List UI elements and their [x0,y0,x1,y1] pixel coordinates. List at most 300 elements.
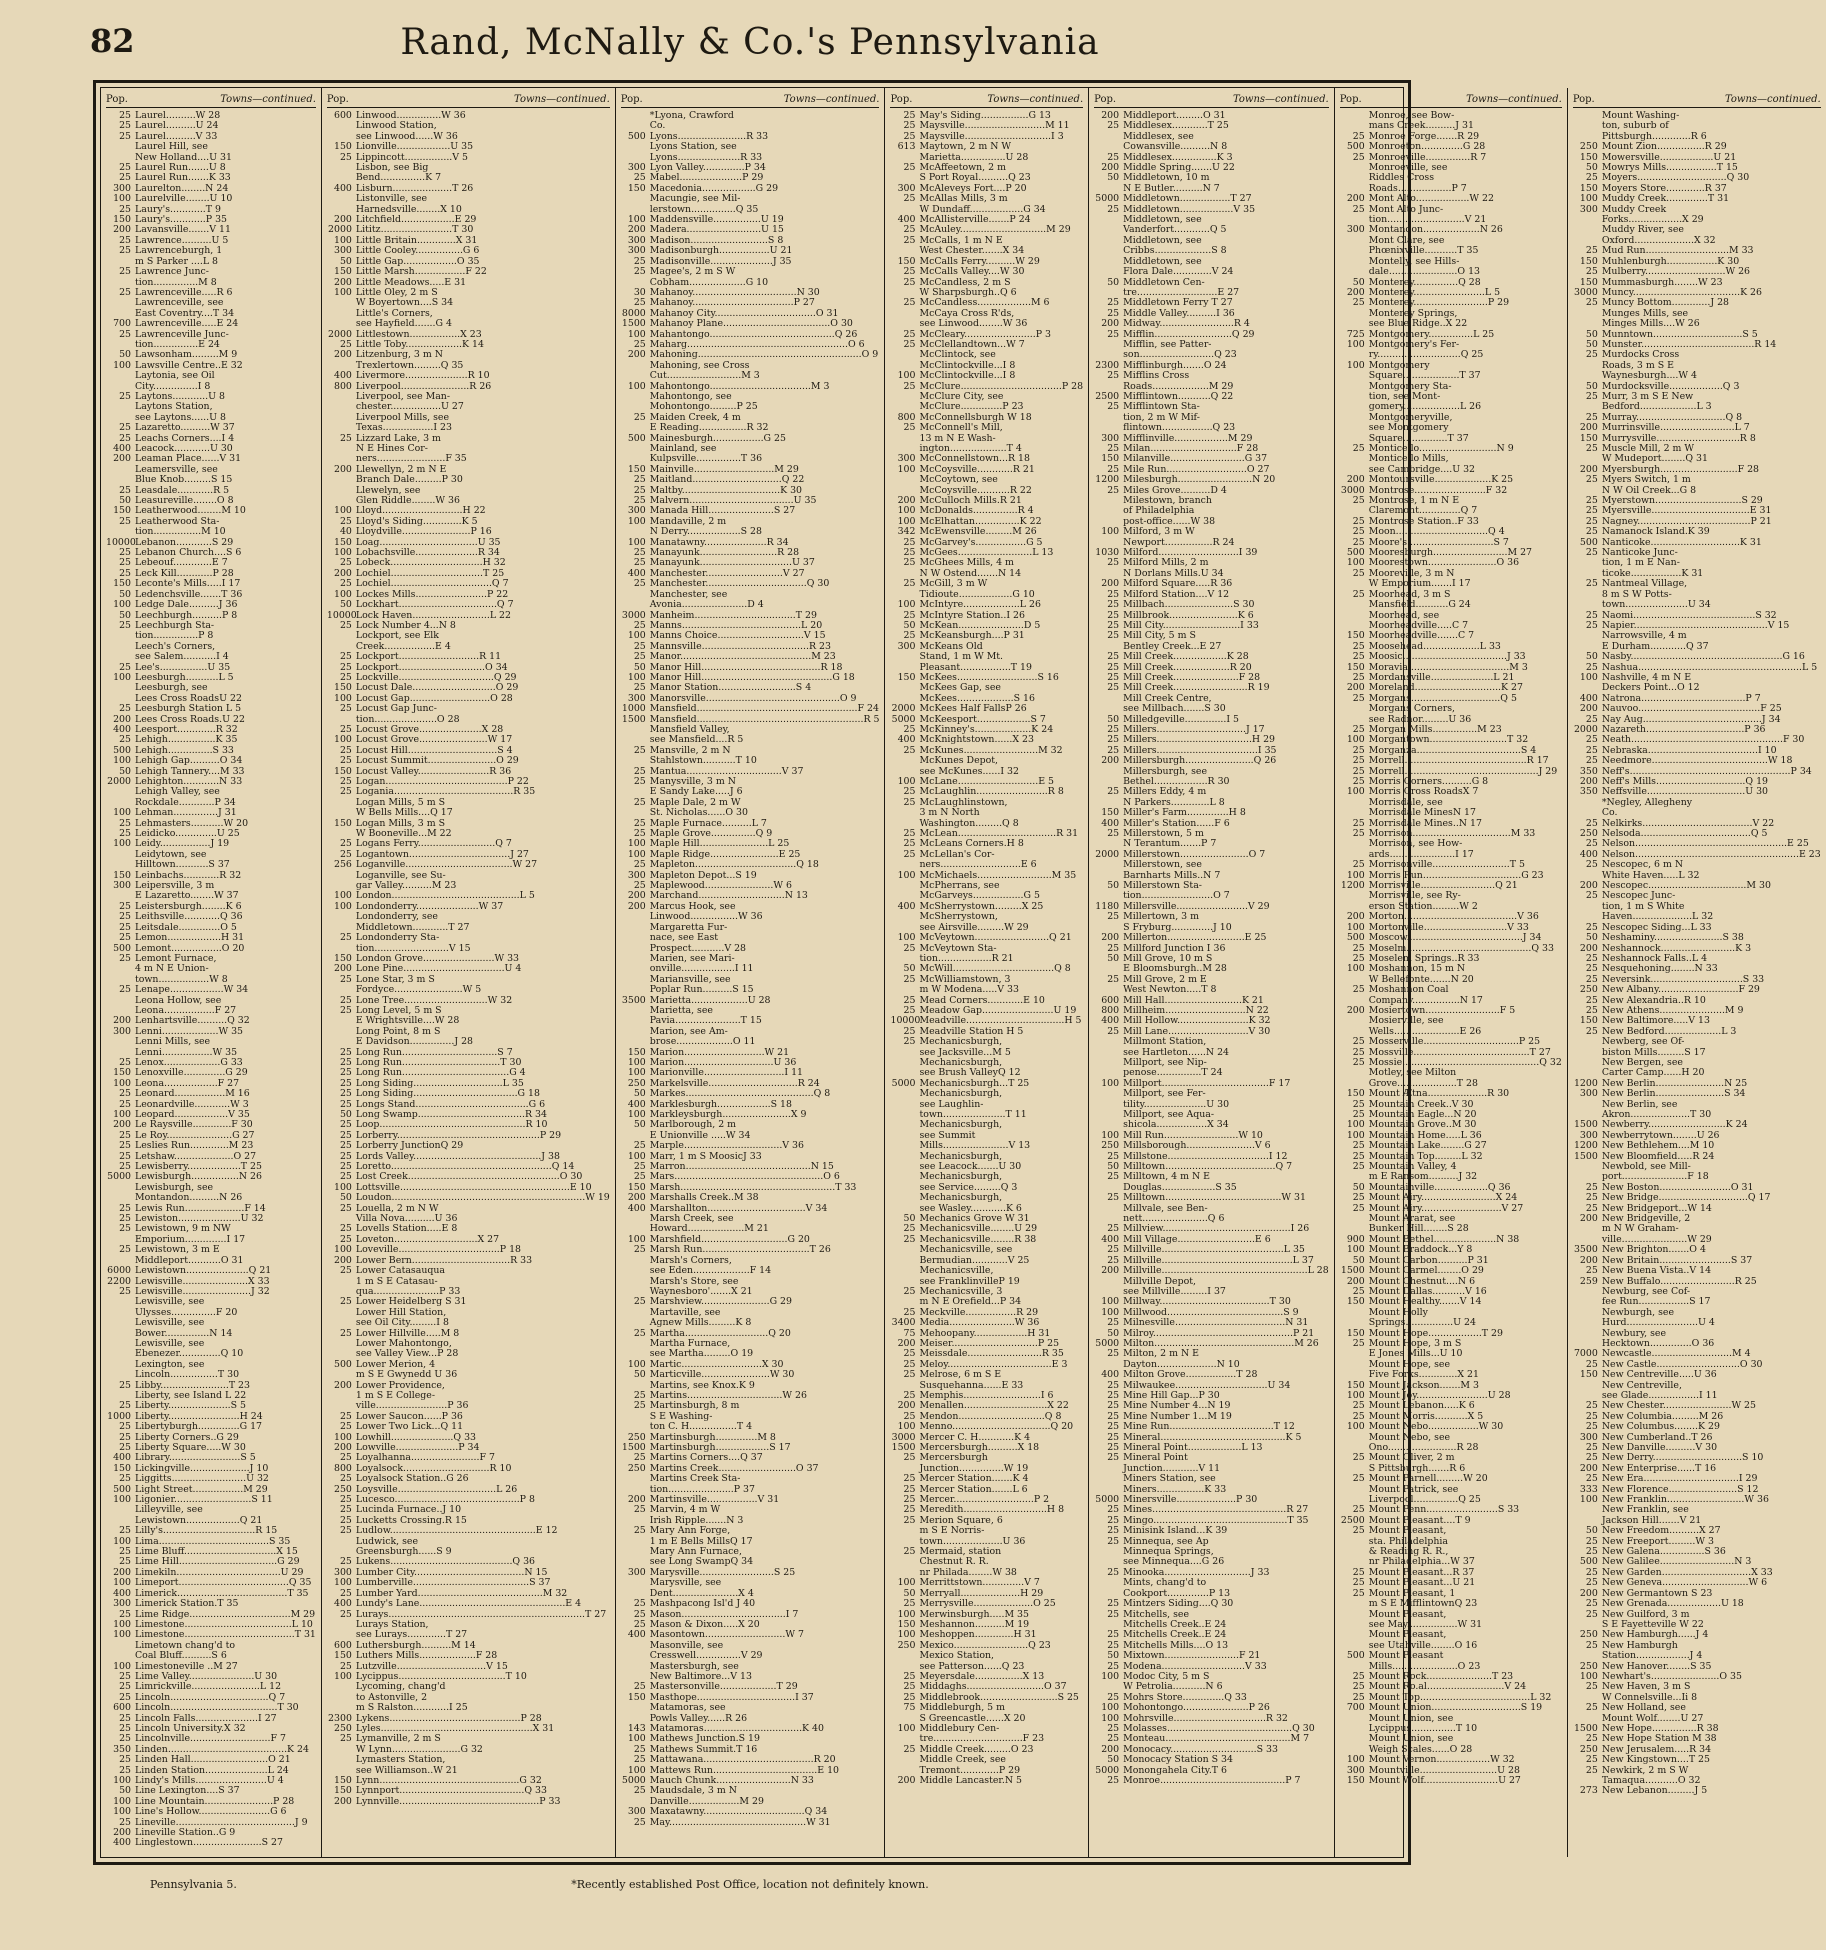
town-name: Merryall....................H 29 [919,1587,1044,1599]
town-name: Stand, 1 m W Mt. [919,651,1004,663]
town-name: Lemont.................O 20 [135,942,245,954]
population-value: 50 [1585,162,1598,174]
population-value [621,1703,650,1713]
town-name: tion................M 10 [135,526,226,538]
population-value [1340,891,1369,901]
town-name: Middletown Ferry T 27 [1123,297,1233,309]
population-value [1094,1058,1123,1068]
population-value: 25 [1585,838,1598,850]
town-name: Mine Hill Gap...P 30 [1123,1389,1220,1401]
population-value: 25 [903,723,916,735]
town-name: Maple Ridge.......................E 25 [649,848,801,860]
town-name: Milwaukee...............................U 34 [1123,1379,1291,1391]
town-name: Liverpool Mills, see [355,411,449,423]
population-value [1094,1048,1123,1058]
population-value: 500 [627,130,646,142]
town-name: Mile Run...........................O 27 [1123,463,1270,475]
population-value: 25 [339,1129,352,1141]
column-1 [101,88,322,1857]
population-value [1340,1214,1369,1224]
column-body [1340,111,1562,1786]
population-value: 25 [633,557,646,569]
town-name: Mercer...........................P 2 [919,1494,1050,1506]
population-value [327,444,356,454]
town-name: Loudon.................................................................W 19 [355,1192,610,1204]
population-value: 200 [897,495,916,507]
population-value: 100 [627,1150,646,1162]
town-name: Pavia......................T 15 [649,1015,762,1027]
population-value [327,1620,356,1630]
town-name: New Holland, see [1601,1702,1686,1714]
population-value: 25 [1107,1452,1120,1464]
town-name: Millerstown.......................O 7 [1123,848,1266,860]
town-name: Leona..................F 27 [135,1077,240,1089]
population-value: 2200 [107,1275,131,1287]
town-name: see Eden...................F 14 [649,1265,772,1277]
town-name: McKeesport..................S 7 [919,713,1046,725]
population-value: 25 [1107,942,1120,954]
pop-header: Pop. [620,94,643,105]
population-value: 25 [119,1525,131,1537]
population-value: 25 [903,557,916,569]
town-name: Mount Lebanon.....K 6 [1368,1400,1475,1412]
population-value: 100 [1346,1389,1365,1401]
town-name: Mine Run...................................T 12 [1123,1421,1295,1433]
population-value: 25 [339,1150,352,1162]
population-value: 400 [1101,817,1120,829]
population-value: 25 [339,1327,352,1339]
town-name: Monterey........................L 5 [1368,286,1501,298]
town-name: McClintockville...I 8 [919,359,1016,371]
population-value: 25 [1107,682,1120,694]
population-value: 25 [1585,411,1598,423]
town-entry [621,371,880,381]
town-name: Millersburgh, see [1123,765,1207,777]
population-value: 50 [633,1088,646,1100]
population-value: 500 [1346,141,1365,153]
population-value [1340,413,1369,423]
population-value [106,1360,135,1370]
town-entry [890,1318,1083,1328]
population-value: 25 [1107,671,1120,683]
population-value: 25 [339,703,352,715]
town-name: City...............I 8 [135,380,211,392]
town-name: Lone Tree............................W 32 [355,994,513,1006]
population-value: 200 [334,1795,352,1807]
population-value: 150 [1101,453,1120,465]
population-value [106,402,135,412]
town-name: Madisonburgh.................U 21 [649,245,793,257]
town-name: erson Station.........W 2 [1368,900,1478,912]
population-value: 25 [1107,1389,1120,1401]
town-name: N W Oil Creek...G 8 [1601,484,1697,496]
town-name: m N E Orefield...P 34 [919,1296,1022,1308]
population-value [890,652,919,662]
town-name: W Petrolia...........N 6 [1123,1681,1223,1693]
town-name: Monocacy.............................S 33 [1123,1743,1278,1755]
town-name: Maysville...........................M 11 [919,120,1070,132]
town-name: Neffsville.................................U 30 [1601,786,1769,798]
town-name: Lehigh Tannery....M 33 [135,765,245,777]
population-value [1340,163,1369,173]
population-value: 25 [1585,1681,1598,1693]
population-value: 25 [339,1504,352,1516]
population-value: 25 [903,1504,916,1516]
town-name: Lloyd's Siding.............K 5 [355,515,478,527]
town-name: Mosierville, see [1368,1015,1444,1027]
population-value: 300 [1101,432,1120,444]
town-name: Mansville, 2 m N [649,744,731,756]
population-value: 25 [1352,1337,1365,1349]
town-name: Lewistown, 9 m NW [135,1223,231,1235]
town-name: Mints, chang'd to [1123,1577,1207,1589]
population-value: 25 [119,515,131,527]
town-name: Loop.................................................R 10 [355,1119,548,1131]
town-name: m S E Gwynedd U 36 [355,1369,458,1381]
population-value: 150 [334,1650,352,1662]
population-value: 200 [627,1192,646,1204]
town-name: Mechanics Grove W 31 [919,1213,1030,1225]
population-value: 250 [334,1483,352,1495]
population-value [1340,600,1369,610]
population-value [327,1391,356,1401]
town-name: Letshaw....................O 27 [135,1150,257,1162]
town-name: Mercer Station.......L 6 [919,1483,1028,1495]
population-value: 25 [119,1379,131,1391]
population-value: 500 [113,1483,131,1495]
population-value: 25 [119,1712,131,1724]
town-name: Mitchells, see [1123,1608,1190,1620]
population-value [327,1693,356,1703]
population-value: 300 [1579,1129,1598,1141]
population-value [1340,798,1369,808]
town-name: Nelkirks.....................................V 22 [1601,817,1775,829]
town-name: Limestoneville ..M 27 [135,1660,238,1672]
town-name: Limestone....................................L 10 [135,1618,313,1630]
population-value: 25 [1107,1223,1120,1235]
population-value: 25 [1585,734,1598,746]
population-value: 150 [113,869,131,881]
town-name: Bedford...................L 3 [1601,401,1712,413]
population-value: 100 [897,1577,916,1589]
town-name: Howard...................M 21 [649,1223,769,1235]
population-value: 150 [897,255,916,267]
population-value [890,434,919,444]
population-value [621,1037,650,1047]
town-name: Martins, see Knox.K 9 [649,1379,755,1391]
town-entry [890,985,1083,995]
town-name: Middletown, see [1123,214,1202,226]
population-value: 25 [903,1494,916,1506]
town-entry [890,1703,1083,1713]
town-name: Middlesex...............K 3 [1123,151,1233,163]
towns-header: Towns—continued. [987,94,1084,105]
town-entry [106,267,316,277]
town-name: Lawrenceville.....R 6 [135,286,233,298]
town-entry [106,652,316,662]
population-value: 30 [633,286,646,298]
population-value: 100 [113,1077,131,1089]
town-name: Moon...............................Q 4 [1368,526,1505,538]
population-value: 100 [627,1733,646,1745]
towns-header: Towns—continued. [1725,94,1821,105]
town-name: Mechanicsburgh, [919,1036,1003,1048]
town-name: New Brighton.......O 4 [1601,1244,1706,1256]
town-name: Prospect...........V 28 [649,942,747,954]
population-value: 100 [113,1535,131,1547]
population-value: 200 [1579,880,1598,892]
population-value: 25 [1585,1265,1598,1277]
population-value: 25 [1585,1004,1598,1016]
population-value [621,944,650,954]
town-name: see Salem...........I 4 [135,651,229,663]
town-name: see Laytons......U 8 [135,411,226,423]
town-entry [621,985,880,995]
town-name: Millersburgh.......................Q 26 [1123,755,1277,767]
town-name: Nelsoda.....................................Q 5 [1601,828,1768,840]
town-name: Laurel Run.......K 33 [135,172,231,184]
town-name: tion...............P 8 [135,630,214,642]
population-value [621,392,650,402]
population-value: 500 [113,744,131,756]
population-value: 25 [1585,1754,1598,1766]
town-name: Locust Summit.......................O 29 [355,755,519,767]
town-name: Locust Grove.....................X 28 [355,723,504,735]
population-value: 25 [633,817,646,829]
population-value: 25 [1352,1036,1365,1048]
population-value: 25 [1585,661,1598,673]
town-name: Muncy....................................K 26 [1601,286,1762,298]
town-name: see Montgomery [1368,422,1449,434]
population-value: 25 [633,1598,646,1610]
town-name: Lincoln....................................T 30 [135,1702,299,1714]
population-value: 200 [1346,1004,1365,1016]
town-name: New Era................................I 29 [1601,1473,1758,1485]
town-entry [621,319,880,329]
town-name: Millers..................................I 35 [1123,744,1277,756]
town-name: Library........................S 5 [135,1452,256,1464]
population-value: 25 [633,1743,646,1755]
town-name: Mohrsville...............................R 32 [1123,1712,1288,1724]
town-name: Madera.........................U 15 [649,224,784,236]
population-value: 25 [339,744,352,756]
population-value [327,486,356,496]
town-name: West Newton.....T 8 [1123,984,1217,996]
town-name: Newbury, see [1601,1327,1667,1339]
town-name: Lima.....................................S 35 [135,1535,291,1547]
town-name: Marion..............................U 36 [649,1056,797,1068]
population-value [1340,246,1369,256]
population-value [106,850,135,860]
population-value: 25 [1107,588,1120,600]
population-value: 200 [627,900,646,912]
town-entry [890,600,1083,610]
population-value: 25 [339,1452,352,1464]
population-value: 25 [1352,588,1365,600]
population-value: 25 [633,880,646,892]
town-name: Mount Carbon..........P 31 [1368,1254,1489,1266]
population-value: 25 [119,1140,131,1152]
town-name: W Sharpsburgh..Q 6 [919,286,1017,298]
population-value: 25 [339,776,352,787]
population-value: 25 [1107,1192,1120,1204]
population-value: 200 [334,349,352,361]
population-value: 800 [1101,1004,1120,1016]
population-value: 25 [119,1431,131,1443]
population-value: 25 [119,1670,131,1682]
population-value: 800 [897,411,916,423]
town-name: Liverpool.......................R 26 [355,380,492,392]
town-name: S Fryburg..............J 10 [1123,921,1232,933]
population-value: 25 [633,266,646,278]
town-name: S Pittsburgh.......R 6 [1368,1462,1466,1474]
town-name: Moyers..............................Q 30 [1601,172,1750,184]
town-name: tion.....................O 28 [355,713,460,725]
town-name: Menno.................................Q 20 [919,1421,1074,1433]
column-header [1340,94,1562,108]
town-name: Leck Kill............P 28 [135,567,234,579]
town-name: Moorhead, 3 m S [1368,588,1451,600]
population-value: 200 [113,1566,131,1578]
town-name: Lincoln University.X 32 [135,1722,246,1734]
town-name: see Radnor.........U 36 [1368,713,1472,725]
town-name: Nasby...................................................G 16 [1601,651,1805,663]
population-value: 25 [339,723,352,735]
population-value: 25 [1585,1202,1598,1214]
population-value: 25 [339,1660,352,1672]
town-name: Mariansville, see [649,973,731,985]
population-value [1340,392,1369,402]
town-name: Mount Penn........................S 33 [1368,1504,1520,1516]
population-value: 150 [1579,151,1598,163]
population-value: 25 [633,1785,646,1797]
town-name: New Chester.......................W 25 [1601,1400,1756,1412]
town-name: Marshallton.................................V 34 [649,1202,828,1214]
town-name: Laurelville........U 10 [135,193,233,205]
town-name: Five Forks.............X 21 [1368,1369,1479,1381]
population-value: 25 [1107,1442,1120,1453]
population-value [1573,319,1602,329]
population-value: 100 [627,1233,646,1245]
population-value: 600 [334,110,352,121]
town-name: Mount Carmel........O 29 [1368,1265,1484,1277]
town-name: Liberty........................H 24 [135,1410,263,1422]
population-value: 150 [1346,1296,1365,1308]
population-value: 25 [633,765,646,777]
population-value: 200 [1101,578,1120,590]
town-name: 1 m S E Catasau- [355,1275,438,1287]
town-name: Ludwick, see [355,1535,418,1547]
town-name: Millerton..........................E 25 [1123,932,1267,944]
town-name: Linden........................................K 24 [135,1743,309,1755]
population-value [1340,236,1369,246]
town-name: New Athens......................M 9 [1601,1004,1744,1016]
town-name: to Astonville, 2 [355,1691,428,1703]
town-name: New Buffalo.........................R 25 [1601,1275,1757,1287]
town-entry [327,985,610,995]
population-value: 25 [1352,443,1365,454]
town-name: Meadville Station H 5 [919,1025,1024,1037]
town-name: Marion, see Am- [649,1025,728,1037]
population-value [890,1193,919,1203]
population-value: 300 [627,692,646,704]
population-value: 200 [1346,1275,1365,1287]
town-name: Lower Mahontongo, [355,1337,452,1349]
town-name: Bend...............K 7 [355,172,442,184]
town-entry [1340,1703,1562,1713]
town-name: McElhattan...............K 22 [919,515,1042,527]
town-name: Light Street.................M 29 [135,1483,268,1495]
population-value: 25 [1107,1598,1120,1610]
population-value [621,985,650,995]
town-name: N E Hines Cor- [355,443,428,454]
town-name: Martins Creek..........................O 37 [649,1462,819,1474]
population-value: 50 [1107,1161,1120,1173]
population-value: 50 [633,661,646,673]
town-name: see Millville.........I 37 [1123,1285,1226,1297]
town-name: New Berlin.......................S 34 [1601,1088,1746,1100]
town-entry [327,1703,610,1713]
population-value: 25 [119,1754,131,1766]
town-name: Morris Cross RoadsX 7 [1368,786,1479,798]
population-value [1094,340,1123,350]
town-name: McConnell's Mill, [919,422,1003,434]
population-value: 25 [1352,671,1365,683]
town-name: Mount Bethel.....................N 38 [1368,1233,1520,1245]
town-name: McCulloch Mills.R 21 [919,495,1022,507]
town-name: Nay Aug........................................J 34 [1601,713,1781,725]
population-value: 25 [1107,1254,1120,1266]
town-name: Mars..................................................O 6 [649,1171,840,1183]
town-name: Mill Run.........................W 10 [1123,1129,1263,1141]
town-name: Avonia......................D 4 [649,599,764,611]
town-entry [890,1599,1083,1609]
town-name: Linden Hall..........................O 21 [135,1754,291,1766]
towns-header: Towns—continued. [1233,94,1329,105]
town-name: New Freedom..........X 27 [1601,1525,1721,1537]
population-value: 300 [897,182,916,194]
town-name: town....................U 36 [919,1535,1026,1547]
town-entry [1094,1776,1329,1786]
town-name: Lilly's...............................R 15 [135,1525,278,1537]
town-name: Lebanon............S 29 [135,536,234,548]
town-name: Manns Choice.............................V 15 [649,630,826,642]
population-value: 150 [1579,182,1598,194]
town-name: Ono.......................R 28 [1368,1442,1479,1453]
population-value: 300 [1579,1431,1598,1443]
town-name: Mason...................................I 7 [649,1608,799,1620]
town-name: ners.......................F 35 [355,453,467,465]
town-name: Lobeck...............................H 32 [355,557,506,569]
town-name: E Davidson...............J 28 [355,1036,473,1048]
population-value: 25 [1107,599,1120,611]
population-value: 600 [334,1639,352,1651]
population-value: 25 [339,1494,352,1506]
town-name: Liberty, see Island L 22 [135,1389,247,1401]
population-value: 25 [1585,1639,1598,1651]
town-name: Leesburgh...........L 5 [135,671,234,683]
population-value: 25 [1107,1171,1120,1183]
population-value: 100 [627,1056,646,1068]
town-name: Cresswell...............V 29 [649,1650,763,1662]
population-value: 150 [113,578,131,590]
town-name: Mountain Valley, 4 [1368,1161,1457,1173]
town-name: Kulpsville...............T 36 [649,453,763,465]
population-value: 100 [627,671,646,683]
population-value [327,912,356,922]
population-value: 50 [1585,328,1598,340]
population-value: 25 [1352,567,1365,579]
